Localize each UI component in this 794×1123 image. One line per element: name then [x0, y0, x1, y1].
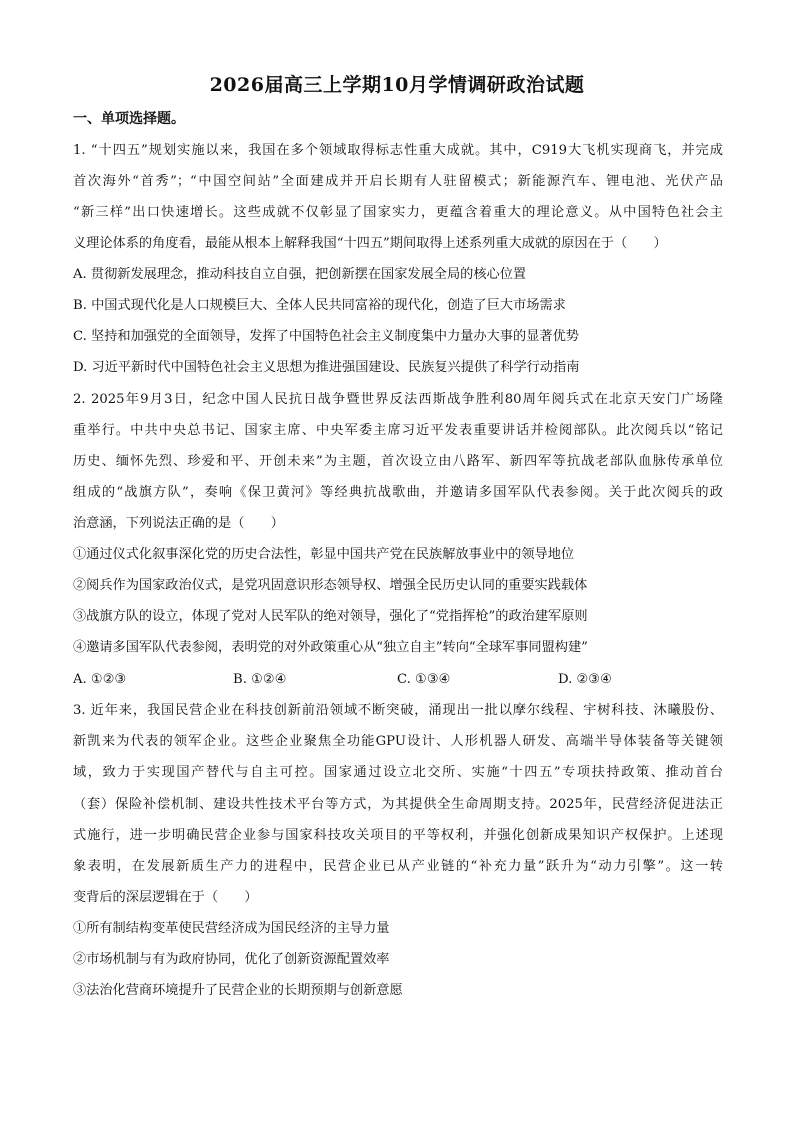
q2-option-c: C. ①③④	[397, 672, 451, 687]
q2-stem-line: 组成的“战旗方队”，奏响《保卫黄河》等经典抗战歌曲，并邀请多国军队代表参阅。关于此次阅兵的政	[73, 485, 723, 500]
q1-option-d: D. 习近平新时代中国特色社会主义思想为推进强国建设、民族复兴提供了科学行动指南	[73, 360, 580, 375]
q3-stem-line: 3. 近年来，我国民营企业在科技创新前沿领域不断突破，涌现出一批以摩尔线程、宇树科技、沐曦股份、	[73, 703, 723, 718]
q3-stem-line: 域，致力于实现国产替代与自主可控。国家通过设立北交所、实施“十四五”专项扶持政策、推动首台	[73, 765, 723, 780]
q3-stem-line: 象表明，在发展新质生产力的进程中，民营企业已从产业链的“补充力量”跃升为“动力引擎”。这一转	[73, 859, 723, 874]
q2-option-d: D. ②③④	[558, 672, 612, 687]
q2-option-b: B. ①②④	[233, 672, 287, 687]
q2-statement-3: ③战旗方队的设立，体现了党对人民军队的绝对领导，强化了“党指挥枪”的政治建军原则	[73, 609, 588, 624]
q2-statement-1: ①通过仪式化叙事深化党的历史合法性，彰显中国共产党在民族解放事业中的领导地位	[73, 547, 575, 562]
q3-stem-line: 变背后的深层逻辑在于（ ）	[73, 890, 258, 905]
q2-stem-line: 历史、缅怀先烈、珍爱和平、开创未来”为主题，首次设立由八路军、新四军等抗战老部队血脉传承单位	[73, 454, 723, 469]
q3-statement-1: ①所有制结构变革使民营经济成为国民经济的主导力量	[73, 921, 390, 936]
q2-statement-2: ②阅兵作为国家政治仪式，是党巩固意识形态领导权、增强全民历史认同的重要实践载体	[73, 578, 588, 593]
page-title: 2026届高三上学期10月学情调研政治试题	[209, 74, 585, 96]
q2-statement-4: ④邀请多国军队代表参阅，表明党的对外政策重心从“独立自主”转向“全球军事同盟构建”	[73, 640, 588, 655]
q3-stem-line: （套）保险补偿机制、建设共性技术平台等方式，为其提供全生命周期支持。2025年，民营经济促进法正	[73, 797, 723, 812]
q2-stem-line: 治意涵，下列说法正确的是（ ）	[73, 516, 284, 531]
q2-stem-line: 2. 2025年9月3日，纪念中国人民抗日战争暨世界反法西斯战争胜利80周年阅兵式在北京天安门广场隆	[73, 392, 723, 407]
q3-statement-2: ②市场机制与有为政府协同，优化了创新资源配置效率	[73, 952, 390, 967]
section-heading: 一、单项选择题。	[73, 111, 185, 127]
q3-stem-line: 新凯来为代表的领军企业。这些企业聚焦全功能GPU设计、人形机器人研发、高端半导体装备等关键领	[73, 734, 723, 749]
q1-stem-line: 1. “十四五”规划实施以来，我国在多个领域取得标志性重大成就。其中，C919大飞机实现商飞，并完成	[73, 143, 723, 158]
q2-stem-line: 重举行。中共中央总书记、国家主席、中央军委主席习近平发表重要讲话并检阅部队。此次阅兵以“铭记	[73, 423, 723, 438]
q3-stem-line: 式施行，进一步明确民营企业参与国家科技攻关项目的平等权利，并强化创新成果知识产权保护。上述现	[73, 828, 723, 843]
q2-option-a: A. ①②③	[73, 672, 127, 687]
q1-stem-line: 义理论体系的角度看，最能从根本上解释我国“十四五”期间取得上述系列重大成就的原因在于（ ）	[73, 236, 667, 251]
q1-stem-line: 首次海外“首秀”；“中国空间站”全面建成并开启长期有人驻留模式；新能源汽车、锂电池、光伏产品	[73, 174, 723, 189]
q1-stem-line: “新三样”出口快速增长。这些成就不仅彰显了国家实力，更蕴含着重大的理论意义。从中国特色社会主	[73, 205, 723, 220]
q1-option-c: C. 坚持和加强党的全面领导，发挥了中国特色社会主义制度集中力量办大事的显著优势	[73, 329, 579, 344]
q1-option-a: A. 贯彻新发展理念，推动科技自立自强，把创新摆在国家发展全局的核心位置	[73, 267, 527, 282]
q3-statement-3: ③法治化营商环境提升了民营企业的长期预期与创新意愿	[73, 983, 403, 998]
q1-option-b: B. 中国式现代化是人口规模巨大、全体人民共同富裕的现代化，创造了巨大市场需求	[73, 298, 566, 313]
